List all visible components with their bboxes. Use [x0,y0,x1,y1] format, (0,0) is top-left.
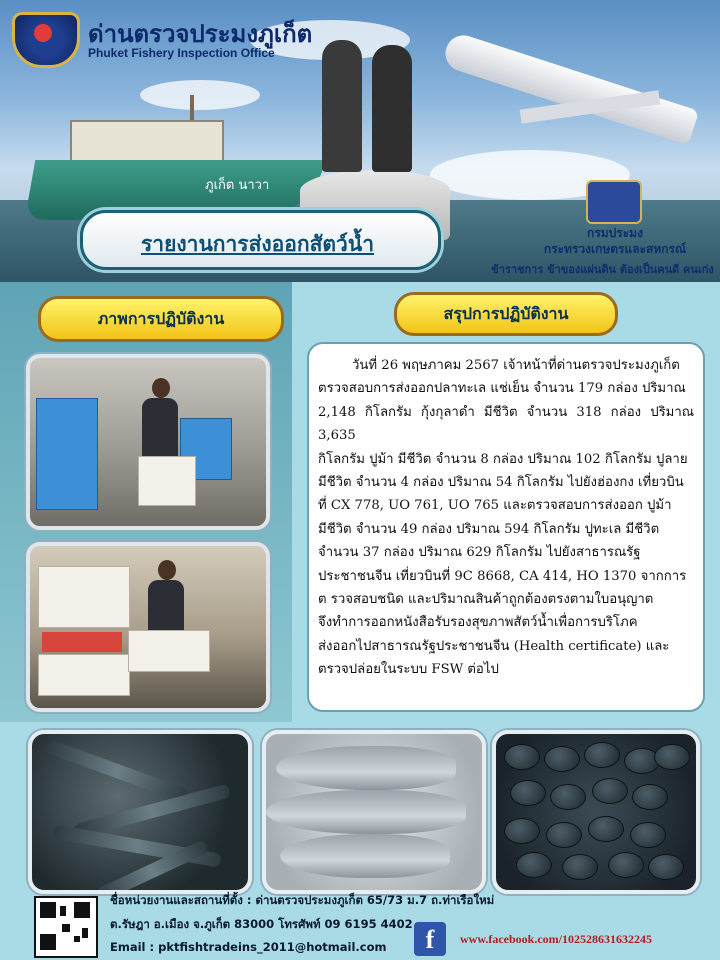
summary-line: 2,148 กิโลกรัม กุ้งกุลาดำ มีชีวิต จำนวน 318 กล่อง ปริมาณ 3,635 [318,404,694,444]
inspection-box [128,630,210,672]
shrimp-shape [73,784,231,839]
department-slogan: ข้าราชการ ข้าของแผ่นดิน ต้องเป็นคนดี คนเก่ง [491,263,714,276]
department-of-fisheries-seal-icon [586,180,642,224]
summary-heading: สรุปการปฏิบัติงาน [394,292,618,336]
office-name-en: Phuket Fishery Inspection Office [88,46,275,60]
summary-line: มีชีวิต จำนวน 4 กล่อง ปริมาณ 54 กิโลกรัม ไปยังฮ่องกง เที่ยวบิน [318,475,684,491]
crab-shape [654,744,690,770]
summary-line: ประชาชนจีน เที่ยวบินที่ 9C 8668, CA 414, HO 1370 จากการ [318,568,687,584]
address-line-1: ชื่อหน่วยงานและสถานที่ตั้ง : ด่านตรวจประมงภูเก็ต 65/73 ม.7 ถ.ท่าเรือใหม่ [110,893,495,907]
facebook-url-link[interactable]: www.facebook.com/102528631632245 [460,932,652,946]
qr-module [74,936,80,942]
inspection-box [138,456,196,506]
crab-shape [648,854,684,880]
crab-shape [504,744,540,770]
cargo-boxes [38,654,130,696]
crab-shape [584,742,620,768]
crab-shape [588,816,624,842]
seal-emblem [34,24,52,42]
crab-shape [510,780,546,806]
department-name: กรมประมง [587,226,643,240]
summary-line: ตรวจสอบการส่งออกปลาทะเล แช่เย็น จำนวน 179 กล่อง ปริมาณ [318,381,686,397]
summary-line: จึงทำการออกหนังสือรับรองสุขภาพสัตว์น้ำเพื่อการบริโภค [318,615,638,631]
email-link[interactable]: Email : pktfishtradeins_2011@hotmail.com [110,940,387,954]
summary-line: กิโลกรัม ปูม้า มีชีวิต จำนวน 8 กล่อง ปริมาณ 102 กิโลกรัม ปูลาย [318,451,688,467]
crab-shape [562,854,598,880]
qr-module [60,906,66,916]
report-title: รายงานการส่งออกสัตว์น้ำ [141,232,374,256]
crab-shape [504,818,540,844]
heroine-statue-image [322,40,362,172]
facebook-icon[interactable]: f [414,922,446,956]
qr-finder [40,902,56,918]
crab-photo [492,730,700,894]
crab-shape [630,822,666,848]
crab-shape [592,778,628,804]
operation-photo-1 [26,354,270,530]
crab-shape [632,784,668,810]
operations-heading: ภาพการปฏิบัติงาน [38,296,284,342]
qr-finder [40,934,56,950]
summary-line: ส่งออกไปสาธารณรัฐประชาชนจีน (Health certificate) และ [318,638,670,654]
crab-shape [608,852,644,878]
crab-shape [550,784,586,810]
inspector-head [152,378,170,398]
cloud-shape [140,80,260,110]
summary-line: ต รวจสอบชนิด และปริมาณสินค้าถูกต้องตรงตามใบอนุญาต [318,592,654,608]
boat-name: ภูเก็ต นาวา [205,178,270,193]
crab-shape [546,822,582,848]
heroine-statue-image [372,45,412,172]
operation-photo-2 [26,542,270,712]
crab-shape [516,852,552,878]
inspector-head [158,560,176,580]
qr-module [82,928,88,938]
shrimp-photo [28,730,252,894]
address-line-2: ต.รัษฎา อ.เมือง จ.ภูเก็ต 83000 โทรศัพท์ 09 6195 4402 [110,917,413,931]
summary-line: ที่ CX 778, UO 761, UO 765 และตรวจสอบการส่งออก ปูม้า [318,498,672,514]
fish-shape [276,746,456,790]
cargo-straps [42,632,122,652]
cargo-boxes [36,398,98,510]
summary-line: จำนวน 37 กล่อง ปริมาณ 629 กิโลกรัม ไปยังสาธารณรัฐ [318,545,641,561]
shrimp-shape [44,739,190,803]
fish-shape [280,834,450,878]
fish-photo [262,730,486,894]
qr-module [62,924,70,932]
summary-line: วันที่ 26 พฤษภาคม 2567 เจ้าหน้าที่ด่านตรวจประมงภูเก็ต [352,358,680,373]
summary-text [318,354,694,682]
qr-code-icon[interactable] [34,896,98,958]
fish-shape [266,790,466,834]
ministry-name: กระทรวงเกษตรและสหกรณ์ [543,242,687,256]
office-name-th: ด่านตรวจประมงภูเก็ต [88,20,313,48]
crab-shape [544,746,580,772]
cargo-boxes [38,566,130,628]
summary-line: มีชีวิต จำนวน 49 กล่อง ปริมาณ 594 กิโลกรัม ปูทะเล มีชีวิต [318,521,660,537]
qr-finder [74,902,90,918]
summary-line: ตรวจปล่อยในระบบ FSW ต่อไป [318,662,499,678]
